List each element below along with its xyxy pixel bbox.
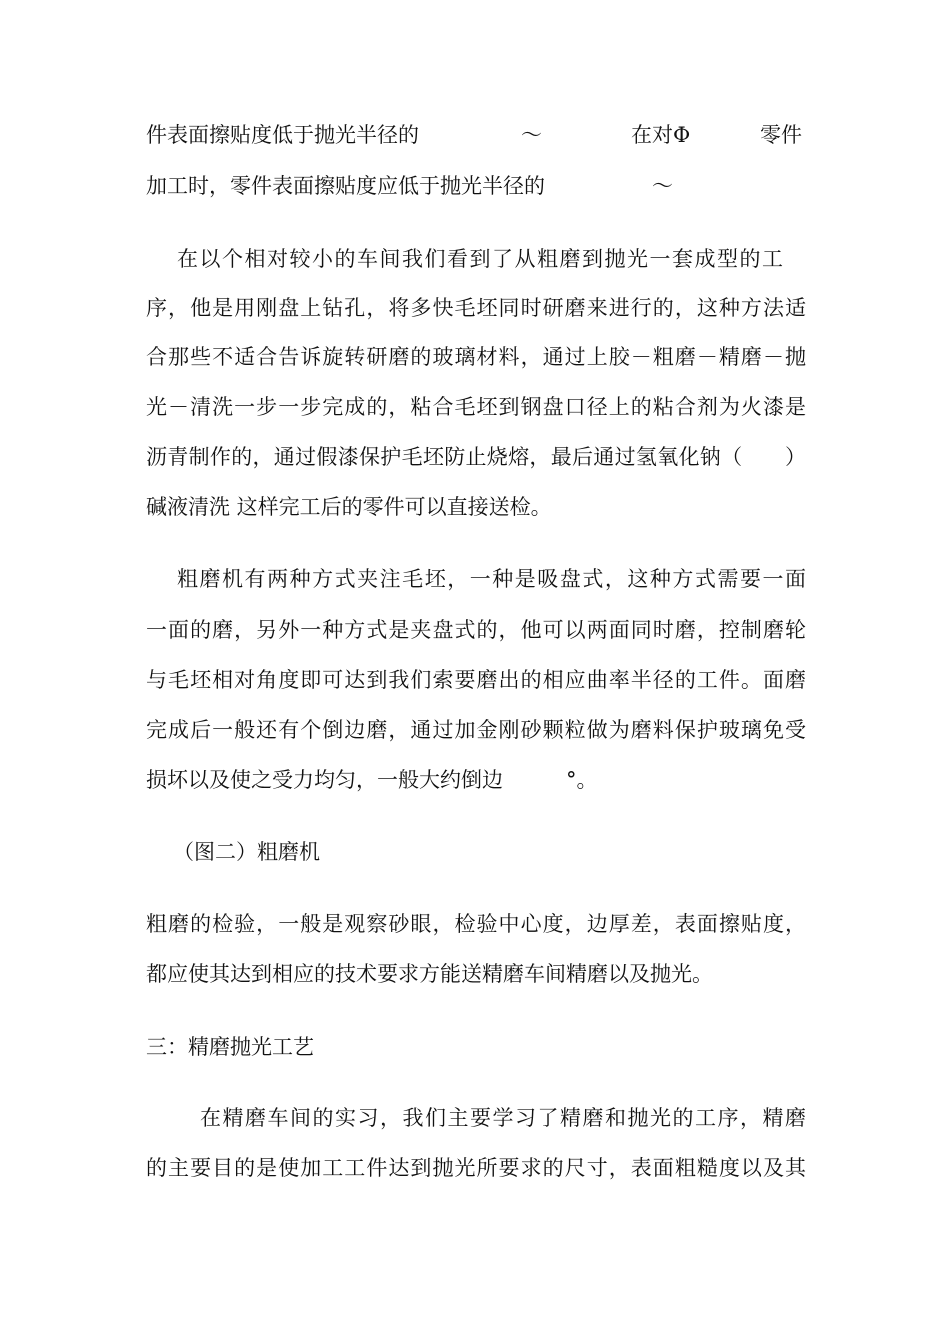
fragment-line-2-tilde: ～: [652, 174, 673, 198]
paragraph-2-line: 粗磨机有两种方式夹注毛坯，一种是吸盘式，这种方式需要一面: [177, 567, 806, 591]
paragraph-1-line: 合那些不适合告诉旋转研磨的玻璃材料，通过上胶－粗磨－精磨－抛: [146, 345, 806, 369]
paragraph-4-line: 在精磨车间的实习，我们主要学习了精磨和抛光的工序，精磨: [200, 1106, 806, 1130]
paragraph-1-line: 光－清洗一步一步完成的，粘合毛坯到钢盘口径上的粘合剂为火漆是: [146, 395, 806, 419]
paragraph-1-line: 序，他是用刚盘上钻孔，将多快毛坯同时研磨来进行的，这种方法适: [146, 296, 806, 320]
paragraph-4-line: 的主要目的是使加工工件达到抛光所要求的尺寸，表面粗糙度以及其: [146, 1156, 806, 1180]
fragment-line-1-tilde: ～: [521, 123, 542, 147]
paragraph-2-line: 完成后一般还有个倒边磨，通过加金刚砂颗粒做为磨料保护玻璃免受: [146, 718, 806, 742]
paragraph-2-line: 一面的磨，另外一种方式是夹盘式的，他可以两面同时磨，控制磨轮: [146, 618, 806, 642]
figure-caption: （图二）粗磨机: [173, 840, 320, 864]
paragraph-2-last-line: 损坏以及使之受力均匀，一般大约倒边: [146, 768, 503, 792]
paragraph-1-line: 沥青制作的，通过假漆保护毛坯防止烧熔，最后通过氢氧化钠（ ）: [146, 445, 806, 469]
fragment-line-1-text: 件表面擦贴度低于抛光半径的: [146, 123, 419, 147]
section-heading: 三：精磨抛光工艺: [146, 1035, 314, 1059]
fragment-line-2-text: 加工时，零件表面擦贴度应低于抛光半径的: [146, 174, 545, 198]
paragraph-1-line: 在以个相对较小的车间我们看到了从粗磨到抛光一套成型的工: [177, 247, 783, 271]
paragraph-2-degree: °。: [566, 768, 598, 792]
paragraph-2-line: 与毛坯相对角度即可达到我们索要磨出的相应曲率半径的工件。面磨: [146, 668, 806, 692]
fragment-line-1-phi-text: 在对Φ: [631, 123, 691, 147]
paragraph-3-line: 都应使其达到相应的技术要求方能送精磨车间精磨以及抛光。: [146, 962, 713, 986]
paragraph-3-line: 粗磨的检验，一般是观察砂眼，检验中心度，边厚差，表面擦贴度，: [146, 912, 806, 936]
paragraph-1-line: 碱液清洗 这样完工后的零件可以直接送检。: [146, 495, 552, 519]
fragment-line-1-part-text: 零件: [760, 123, 802, 147]
